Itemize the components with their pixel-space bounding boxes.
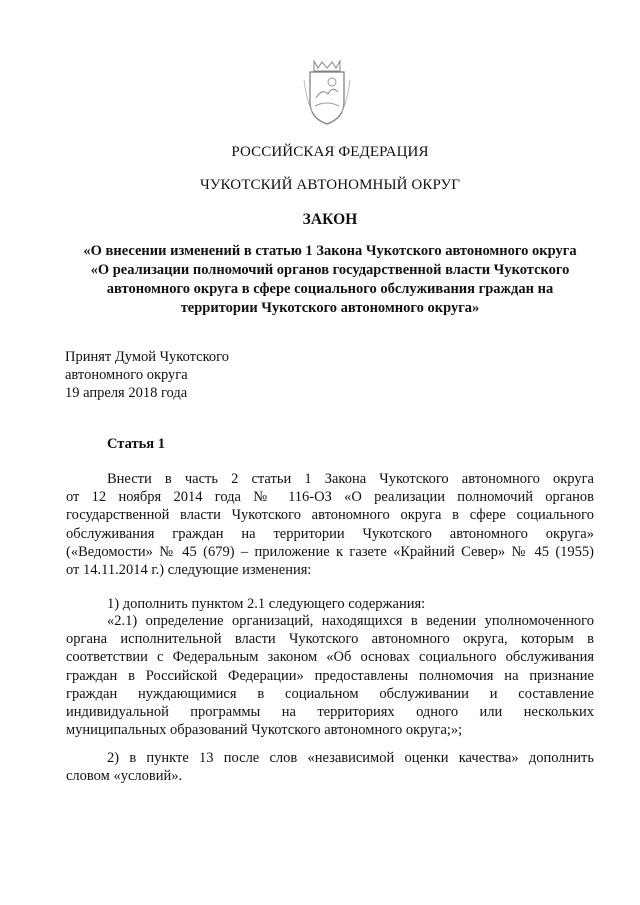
paragraph-line: («Ведомости» № 45 (679) – приложение к газете «Крайний Север» № 45 (1955) <box>66 543 594 560</box>
law-title <box>60 242 600 318</box>
article-heading: Статья 1 <box>107 436 165 452</box>
law-title-line: территории Чукотского автономного округа» <box>180 300 480 316</box>
paragraph-line: от 12 ноября 2014 года № 116-ОЗ «О реализации полномочий органов <box>66 489 594 506</box>
paragraph-line: 1) дополнить пунктом 2.1 следующего содержания: <box>107 596 426 612</box>
law-title-line: «О реализации полномочий органов государственной власти Чукотского <box>90 262 570 278</box>
item-1-intro <box>66 595 594 613</box>
paragraph-line: государственной власти Чукотского автономного округа в сфере социального <box>66 507 594 524</box>
paragraph-line: 2) в пункте 13 после слов «независимой оценки качества» дополнить <box>107 750 594 766</box>
paragraph-line: граждан нуждающимися в социальном обслуживании и составление <box>66 685 594 702</box>
law-title-line: «О внесении изменений в статью 1 Закона Чукотского автономного округа <box>83 243 577 259</box>
paragraph-line: «2.1) определение организаций, находящихся в ведении уполномоченного <box>107 613 594 629</box>
adoption-line: Принят Думой Чукотского <box>65 349 230 365</box>
item-1-quote-paragraph <box>66 612 594 739</box>
article-intro-paragraph <box>66 470 594 579</box>
paragraph-line: муниципальных образований Чукотского автономного округа;»; <box>66 722 463 739</box>
paragraph-line: индивидуальной программы на территориях одного или нескольких <box>66 704 594 721</box>
document-type: ЗАКОН <box>302 211 358 228</box>
law-title-line: автономного округа в сфере социального обслуживания граждан на <box>106 281 554 297</box>
paragraph-line: обслуживания граждан на территории Чукотского автономного округа» <box>66 525 594 542</box>
item-2-paragraph <box>66 749 594 785</box>
adoption-date: 19 апреля 2018 года <box>65 385 188 401</box>
paragraph-line: органа исполнительной власти Чукотского автономного округа, которым в <box>66 631 594 648</box>
paragraph-line: граждан в Российской Федерации» предоставлены полномочия на признание <box>66 667 594 684</box>
paragraph-line: Внести в часть 2 статьи 1 Закона Чукотского автономного округа <box>107 471 594 487</box>
paragraph-line: соответствии с Федеральным законом «Об основах социального обслуживания <box>66 649 594 666</box>
adoption-line: автономного округа <box>65 367 188 383</box>
okrug-heading: ЧУКОТСКИЙ АВТОНОМНЫЙ ОКРУГ <box>199 177 461 193</box>
chukotka-coat-of-arms-icon <box>302 58 352 126</box>
paragraph-line: от 14.11.2014 г.) следующие изменения: <box>66 562 312 579</box>
adoption-info <box>65 348 229 402</box>
federation-heading: РОССИЙСКАЯ ФЕДЕРАЦИЯ <box>231 144 429 160</box>
paragraph-line: словом «условий». <box>66 768 183 785</box>
